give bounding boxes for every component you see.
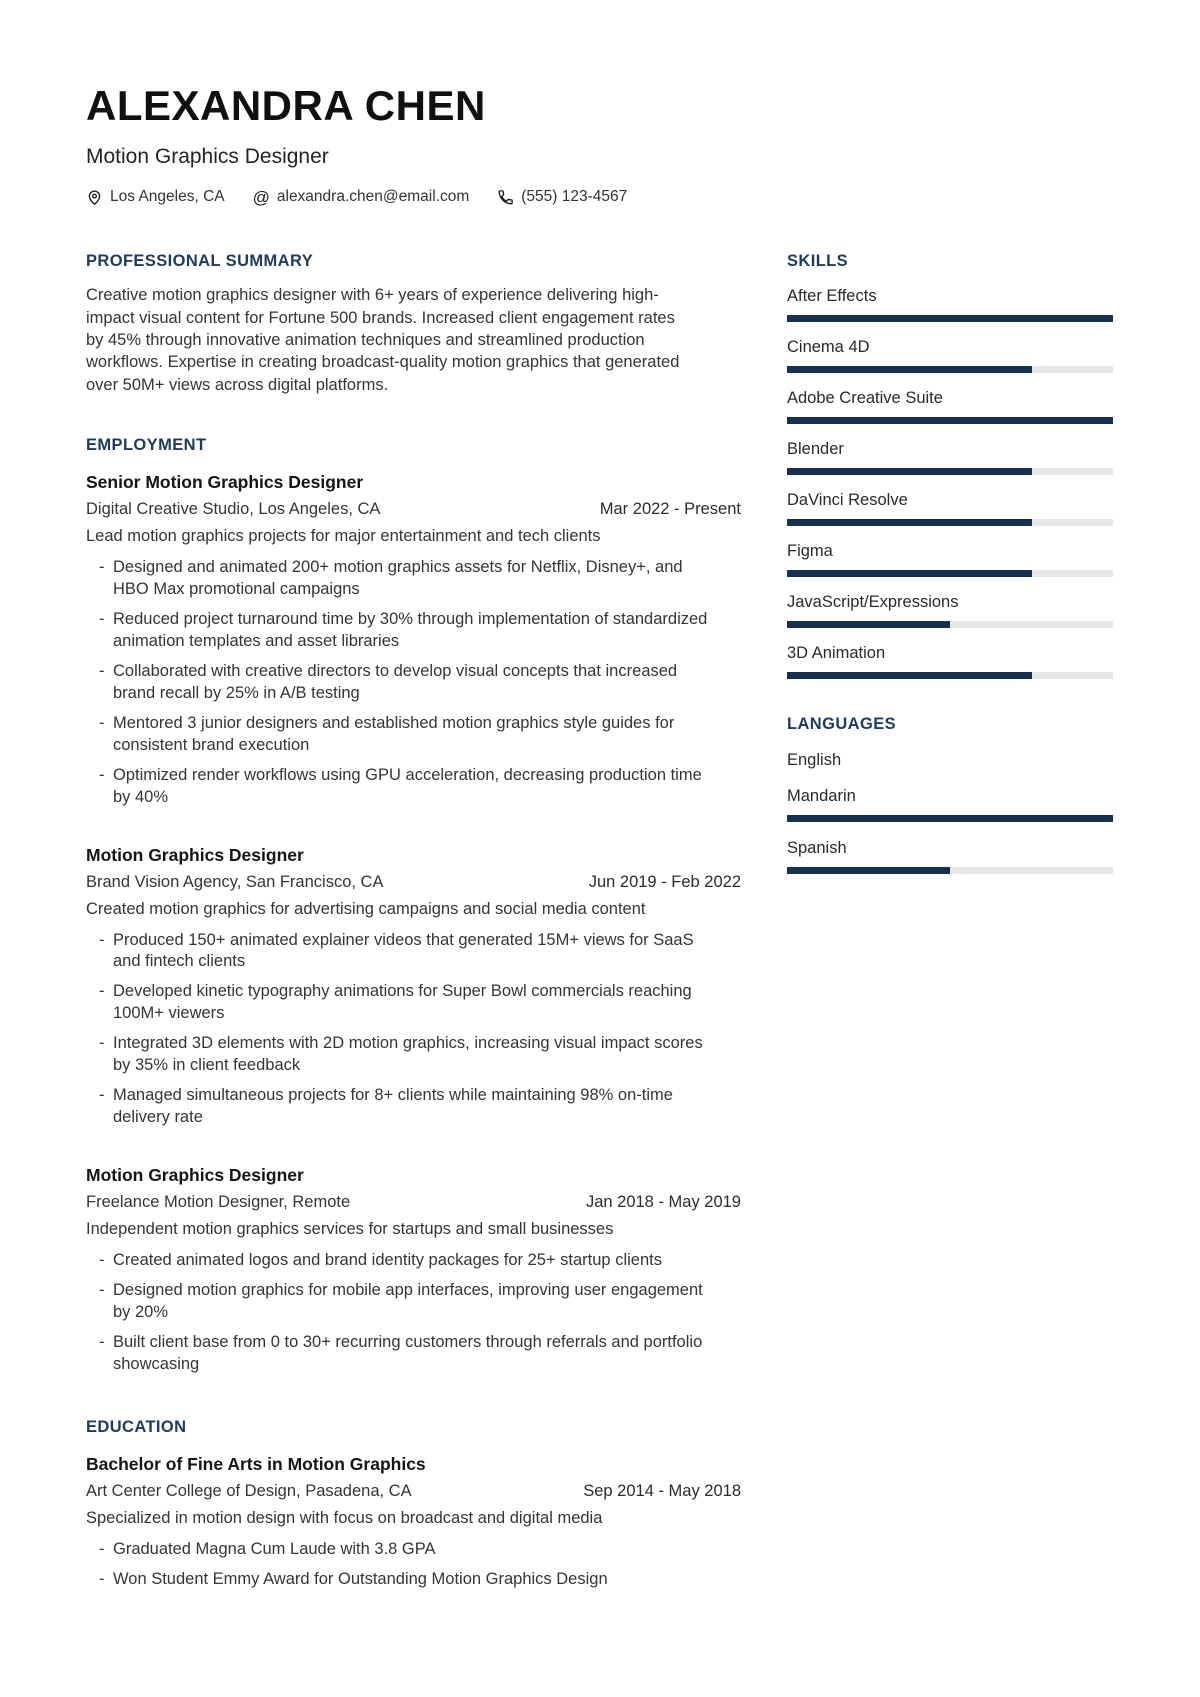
job-meta-row [86,1193,741,1212]
job-bullet: - Collaborated with creative directors to develop visual concepts that increased brand recall by 25% in A/B testing [86,661,710,705]
job-bullet-list [86,930,741,1130]
job-bullet: - Mentored 3 junior designers and established motion graphics style guides for consistent brand execution [86,713,710,757]
languages-heading: LANGUAGES [787,715,897,734]
contact-phone-text: (555) 123-4567 [521,188,628,206]
section-languages [787,715,1113,874]
job-entry [86,845,741,1129]
contact-phone [497,188,627,206]
education-dates: Sep 2014 - May 2018 [583,1481,741,1500]
skill-item [787,644,1113,679]
job-dates: Mar 2022 - Present [599,500,741,519]
sidebar-column [787,252,1113,1598]
summary-text: Creative motion graphics designer with 6+ years of experience delivering high-impact visual content for Fortune 500 brands. Increased client engagement rates by 45% through innovative animation techniques and streamlined production workflows. Expertise in creating broadcast-quality motion graphics that generated over 50M+ views across digital platforms. [86,286,680,394]
contact-location [86,188,225,206]
email-at-icon: @ [252,187,270,207]
skill-item [787,593,1113,628]
job-meta-row [86,500,741,519]
contact-location-text: Los Angeles, CA [110,188,225,206]
skill-item [787,440,1113,475]
skill-name: DaVinci Resolve [787,491,908,510]
language-item [787,751,1113,770]
content-columns [86,252,1113,1598]
section-employment [86,436,741,1375]
skill-item [787,338,1113,373]
employment-heading: EMPLOYMENT [86,436,207,455]
contact-email [253,188,470,206]
skill-item [787,389,1113,424]
person-job-title: Motion Graphics Designer [86,145,329,169]
language-name: Spanish [787,839,847,858]
header [86,84,1113,206]
contact-email-text: alexandra.chen@email.com [276,188,470,206]
job-bullet: - Reduced project turnaround time by 30% through implementation of standardized animation templates and asset libraries [86,609,710,653]
language-level-fill [787,815,1113,822]
job-entry [86,472,741,808]
job-bullet: - Integrated 3D elements with 2D motion graphics, increasing visual impact scores by 35% in client feedback [86,1033,710,1077]
skill-name: Blender [787,440,844,459]
job-entry-title: Senior Motion Graphics Designer [86,472,364,493]
language-item [787,787,1113,822]
school-name: Art Center College of Design, Pasadena, CA [86,1481,412,1500]
skill-item [787,287,1113,322]
education-bullet: - Won Student Emmy Award for Outstanding Motion Graphics Design [86,1569,710,1591]
language-name: Mandarin [787,787,856,806]
job-entry-title: Motion Graphics Designer [86,844,304,865]
skill-item [787,491,1113,526]
job-bullet: - Optimized render workflows using GPU acceleration, decreasing production time by 40% [86,765,710,809]
skill-item [787,542,1113,577]
job-bullet-list [86,1250,741,1376]
language-name: English [787,751,842,770]
skill-level-fill [787,366,1032,373]
job-bullet: - Managed simultaneous projects for 8+ clients while maintaining 98% on-time delivery rate [86,1085,710,1129]
skill-level-bar [787,417,1113,424]
education-heading: EDUCATION [86,1417,187,1436]
job-bullet-list [86,557,741,808]
job-description: Lead motion graphics projects for major entertainment and tech clients [86,527,601,546]
skill-level-bar [787,468,1113,475]
skill-level-bar [787,570,1113,577]
skill-name: After Effects [787,287,877,306]
language-item [787,839,1113,874]
job-bullet: - Designed motion graphics for mobile app interfaces, improving user engagement by 20% [86,1280,710,1324]
degree-title: Bachelor of Fine Arts in Motion Graphics [86,1453,426,1474]
skill-level-bar [787,366,1113,373]
skill-level-fill [787,468,1032,475]
main-column [86,252,741,1598]
skill-level-fill [787,570,1032,577]
skill-name: Adobe Creative Suite [787,389,943,408]
language-level-bar [787,867,1113,874]
skill-level-fill [787,519,1032,526]
job-entry [86,1165,741,1376]
skill-list [787,287,1113,679]
job-entry-title: Motion Graphics Designer [86,1165,304,1186]
education-description: Specialized in motion design with focus on broadcast and digital media [86,1508,603,1527]
job-company: Brand Vision Agency, San Francisco, CA [86,872,384,891]
section-education [86,1418,741,1591]
job-dates: Jan 2018 - May 2019 [585,1193,741,1212]
education-bullet-list [86,1539,741,1591]
section-professional-summary [86,252,741,396]
skill-level-bar [787,672,1113,679]
skill-level-bar [787,315,1113,322]
job-bullet: - Produced 150+ animated explainer videos that generated 15M+ views for SaaS and fintech clients [86,930,710,974]
job-bullet: - Built client base from 0 to 30+ recurring customers through referrals and portfolio showcasing [86,1332,710,1376]
job-company: Freelance Motion Designer, Remote [86,1193,351,1212]
summary-heading: PROFESSIONAL SUMMARY [86,252,314,271]
job-bullet: - Designed and animated 200+ motion graphics assets for Netflix, Disney+, and HBO Max promotional campaigns [86,557,710,601]
person-name: ALEXANDRA CHEN [86,82,486,129]
skill-level-bar [787,621,1113,628]
education-entry [86,1454,741,1591]
skill-level-fill [787,315,1113,322]
location-pin-icon [86,189,103,206]
skill-level-fill [787,417,1113,424]
job-description: Created motion graphics for advertising campaigns and social media content [86,899,646,918]
skills-heading: SKILLS [787,252,849,271]
job-company: Digital Creative Studio, Los Angeles, CA [86,500,381,519]
skill-name: 3D Animation [787,644,886,663]
job-bullet: - Created animated logos and brand identity packages for 25+ startup clients [86,1250,710,1272]
phone-icon [497,189,514,206]
job-description: Independent motion graphics services for startups and small businesses [86,1220,614,1239]
job-meta-row [86,873,741,892]
skill-name: Cinema 4D [787,338,870,357]
job-dates: Jun 2019 - Feb 2022 [588,872,741,891]
education-bullet: - Graduated Magna Cum Laude with 3.8 GPA [86,1539,710,1561]
language-level-bar [787,815,1113,822]
skill-name: JavaScript/Expressions [787,593,959,612]
language-level-fill [787,867,950,874]
section-skills [787,252,1113,679]
job-list [86,472,741,1375]
job-bullet: - Developed kinetic typography animations for Super Bowl commercials reaching 100M+ viewers [86,981,710,1025]
education-meta-row [86,1482,741,1501]
language-list [787,751,1113,874]
skill-level-fill [787,672,1032,679]
skill-level-bar [787,519,1113,526]
contact-row [86,188,1113,206]
skill-level-fill [787,621,950,628]
skill-name: Figma [787,542,833,561]
